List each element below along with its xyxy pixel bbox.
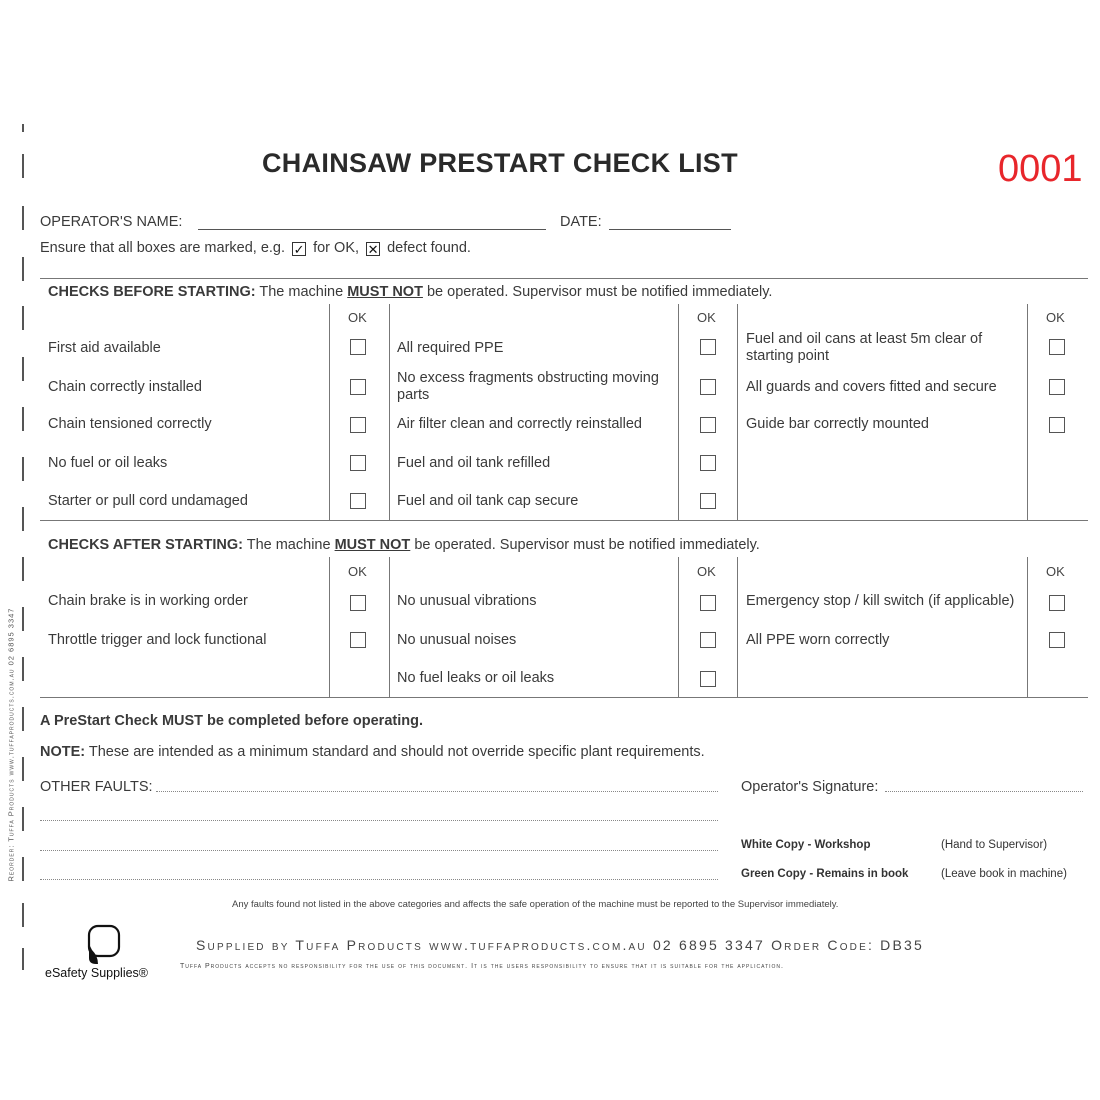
date-label: DATE: — [560, 214, 602, 230]
binding-mark — [22, 757, 24, 781]
ok-checkbox[interactable] — [1049, 632, 1065, 648]
operator-name-label: OPERATOR'S NAME: — [40, 214, 183, 230]
column-divider — [678, 304, 679, 520]
check-item: Fuel and oil tank cap secure — [397, 493, 579, 509]
before-pre: The machine — [259, 284, 344, 300]
ok-header: OK — [1046, 310, 1065, 325]
ok-checkbox[interactable] — [350, 379, 366, 395]
check-item: Chain brake is in working order — [48, 593, 248, 609]
binding-mark — [22, 154, 24, 178]
column-divider — [329, 304, 330, 520]
serial-number: 0001 — [998, 148, 1083, 190]
column-divider — [737, 304, 738, 520]
before-must-not: MUST NOT — [347, 284, 423, 300]
check-item: Chain correctly installed — [48, 379, 202, 395]
ok-checkbox[interactable] — [700, 339, 716, 355]
check-item: No fuel leaks or oil leaks — [397, 670, 555, 686]
faults-notice: Any faults found not listed in the above categories and affects the safe operation of the machine must be reported to the Supervisor immediately. — [232, 899, 839, 910]
prestart-note: A PreStart Check MUST be completed before operating. — [40, 713, 423, 729]
copy-name: Green Copy - Remains in book — [741, 868, 909, 880]
column-divider — [678, 557, 679, 697]
before-title: CHECKS BEFORE STARTING: — [48, 284, 256, 300]
ok-checkbox[interactable] — [700, 671, 716, 687]
ok-checkbox[interactable] — [1049, 595, 1065, 611]
check-item: Throttle trigger and lock functional — [48, 632, 267, 648]
instructions-ok: for OK, — [313, 240, 360, 256]
binding-mark — [22, 807, 24, 831]
binding-mark — [22, 457, 24, 481]
ok-checkbox[interactable] — [350, 417, 366, 433]
binding-mark — [22, 124, 24, 132]
checkmark-icon: ✓ — [293, 242, 305, 257]
instructions — [40, 240, 471, 256]
column-divider — [389, 557, 390, 697]
binding-mark — [22, 707, 24, 731]
column-divider — [1027, 557, 1028, 697]
check-item: No fuel or oil leaks — [48, 455, 168, 471]
check-item: Air filter clean and correctly reinstalled — [397, 416, 642, 432]
copy-note: (Leave book in machine) — [941, 868, 1067, 880]
binding-mark — [22, 948, 24, 970]
binding-mark — [22, 206, 24, 230]
binding-mark — [22, 903, 24, 927]
ok-checkbox[interactable] — [700, 455, 716, 471]
copy-note: (Hand to Supervisor) — [941, 839, 1048, 851]
other-faults-line[interactable] — [40, 879, 718, 880]
check-item: No unusual noises — [397, 632, 517, 648]
other-faults-line[interactable] — [40, 820, 718, 821]
column-divider — [1027, 304, 1028, 520]
other-faults-line[interactable] — [156, 791, 718, 792]
ok-checkbox[interactable] — [700, 632, 716, 648]
date-field[interactable] — [609, 229, 731, 230]
binding-mark — [22, 657, 24, 681]
after-pre: The machine — [246, 537, 331, 553]
other-faults-label: OTHER FAULTS: — [40, 779, 153, 795]
signature-field[interactable] — [885, 791, 1083, 792]
before-heading — [48, 284, 772, 300]
instructions-defect: defect found. — [387, 240, 471, 256]
column-divider — [329, 557, 330, 697]
column-divider — [389, 304, 390, 520]
operator-name-field[interactable] — [198, 229, 546, 230]
column-divider — [737, 557, 738, 697]
page-title: CHAINSAW PRESTART CHECK LIST — [262, 148, 738, 178]
check-item: Chain tensioned correctly — [48, 416, 212, 432]
ok-checkbox[interactable] — [700, 595, 716, 611]
binding-mark — [22, 257, 24, 281]
ok-checkbox[interactable] — [1049, 339, 1065, 355]
binding-mark — [22, 857, 24, 881]
ok-header: OK — [348, 310, 367, 325]
after-post: be operated. Supervisor must be notified immediately. — [414, 537, 760, 553]
ok-header: OK — [348, 564, 367, 579]
binding-mark — [22, 357, 24, 381]
check-item: First aid available — [48, 340, 161, 356]
check-item: No unusual vibrations — [397, 593, 537, 609]
note — [40, 744, 705, 760]
ok-checkbox[interactable] — [700, 417, 716, 433]
divider — [40, 520, 1088, 521]
ok-header: OK — [697, 310, 716, 325]
disclaimer: Tuffa Products accepts no responsibility for the use of this document. It is the users responsibility to ensure that it is suitable for the application. — [180, 963, 784, 970]
check-item: Guide bar correctly mounted — [746, 416, 929, 432]
instructions-prefix: Ensure that all boxes are marked, e.g. — [40, 240, 286, 256]
check-item: Starter or pull cord undamaged — [48, 493, 248, 509]
binding-mark — [22, 507, 24, 531]
ok-checkbox[interactable] — [350, 493, 366, 509]
ok-checkbox[interactable] — [700, 493, 716, 509]
check-item: All required PPE — [397, 340, 504, 356]
ok-header: OK — [697, 564, 716, 579]
check-item: All guards and covers fitted and secure — [746, 379, 997, 395]
note-text: These are intended as a minimum standard and should not override specific plant requirements. — [88, 744, 705, 760]
reorder-text: Reorder: Tuffa Products www.tuffaproducts.com.au 02 6895 3347 — [6, 607, 16, 882]
brand-name: eSafety Supplies® — [45, 966, 149, 980]
binding-mark — [22, 407, 24, 431]
after-must-not: MUST NOT — [334, 537, 411, 553]
ok-checkbox[interactable] — [350, 339, 366, 355]
other-faults-line[interactable] — [40, 850, 718, 851]
check-item: No excess fragments obstructing moving parts — [397, 370, 659, 403]
copy-name: White Copy - Workshop — [741, 839, 871, 851]
divider — [40, 278, 1088, 279]
divider — [40, 697, 1088, 698]
ok-header: OK — [1046, 564, 1065, 579]
ok-checkbox[interactable] — [1049, 379, 1065, 395]
check-item: Fuel and oil tank refilled — [397, 455, 551, 471]
note-label: NOTE: — [40, 744, 86, 760]
after-heading — [48, 537, 760, 553]
check-item: Fuel and oil cans at least 5m clear of starting point — [746, 331, 983, 364]
ok-checkbox[interactable] — [350, 632, 366, 648]
ok-checkbox[interactable] — [1049, 417, 1065, 433]
binding-mark — [22, 557, 24, 581]
after-title: CHECKS AFTER STARTING: — [48, 537, 243, 553]
ok-checkbox[interactable] — [700, 379, 716, 395]
signature-label: Operator's Signature: — [741, 779, 879, 795]
cross-icon: ✕ — [367, 242, 379, 257]
supplied-line: Supplied by Tuffa Products www.tuffaproducts.com.au 02 6895 3347 Order Code: DB35 — [196, 937, 924, 953]
brand-logo-icon — [86, 924, 122, 966]
binding-mark — [22, 607, 24, 631]
check-item: All PPE worn correctly — [746, 632, 890, 648]
binding-mark — [22, 306, 24, 330]
ok-checkbox[interactable] — [350, 455, 366, 471]
check-item: Emergency stop / kill switch (if applicable) — [746, 593, 1015, 609]
ok-checkbox[interactable] — [350, 595, 366, 611]
before-post: be operated. Supervisor must be notified immediately. — [426, 284, 773, 300]
